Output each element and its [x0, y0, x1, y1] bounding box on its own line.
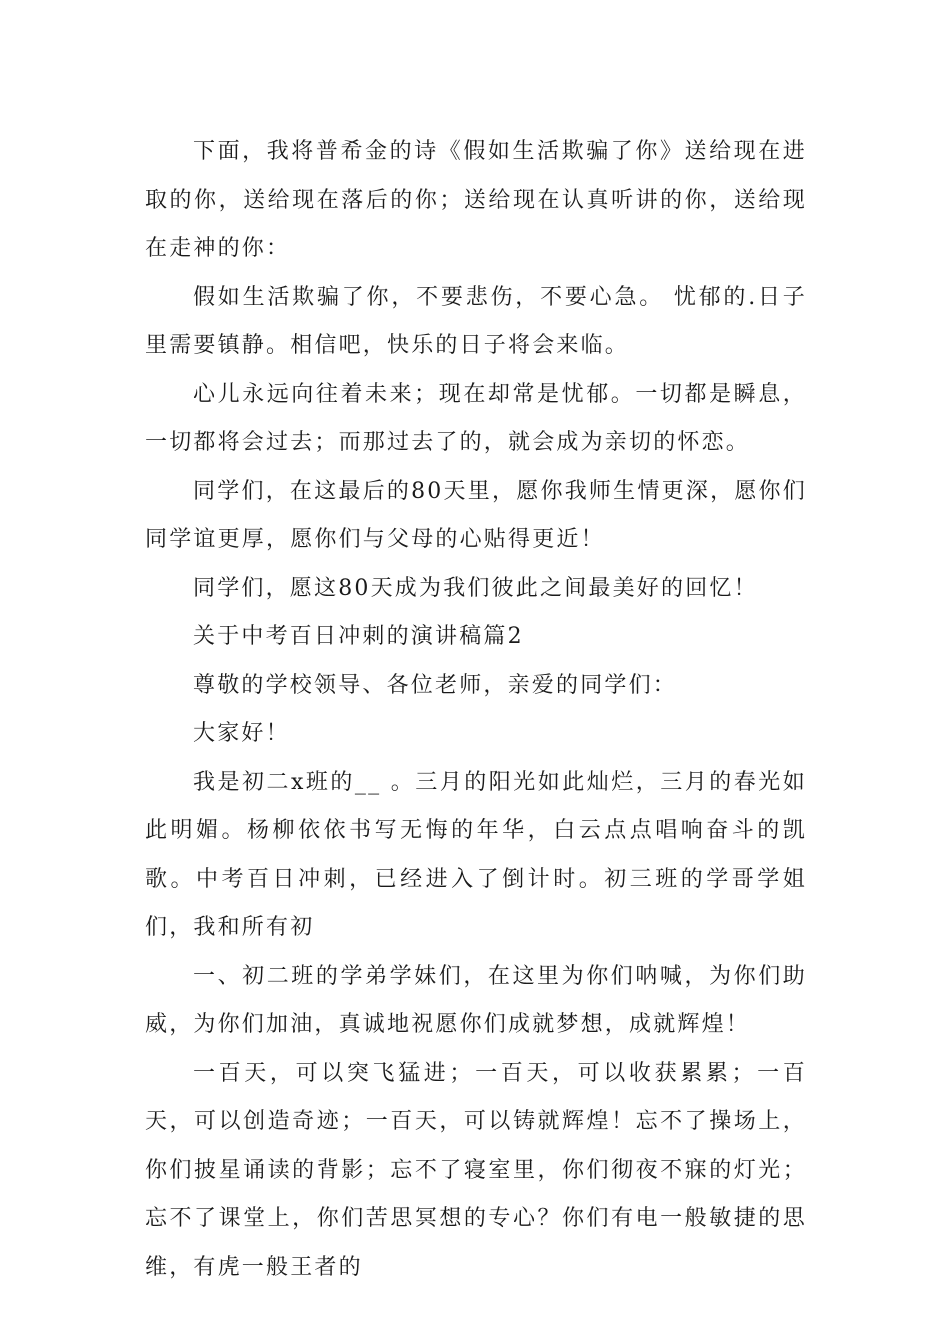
- paragraph-poem-line-1: 假如生活欺骗了你，不要悲伤，不要心急。 忧郁的.日子里需要镇静。相信吧，快乐的日子将会来临。: [145, 284, 807, 358]
- paragraph-80-days-wish: 同学们，在这最后的80天里，愿你我师生情更深，愿你们同学谊更厚，愿你们与父母的心贴得更近！: [145, 478, 807, 552]
- paragraph-80-days-memory: 同学们，愿这80天成为我们彼此之间最美好的回忆！: [193, 575, 758, 601]
- paragraph-greeting: 大家好！: [193, 721, 290, 746]
- document-body: [145, 128, 807, 1292]
- paragraph-poem-line-2: 心儿永远向往着未来；现在却常是忧郁。一切都是瞬息，一切都将会过去；而那过去了的，就会成为亲切的怀恋。: [145, 381, 807, 455]
- paragraph-self-intro: 我是初二x班的__ 。三月的阳光如此灿烂，三月的春光如此明媚。杨柳依依书写无悔的年华，白云点点唱响奋斗的凯歌。中考百日冲刺，已经进入了倒计时。初三班的学哥学姐们，我和所有初: [145, 769, 807, 940]
- paragraph-salutation: 尊敬的学校领导、各位老师，亲爱的同学们：: [193, 672, 678, 698]
- section-heading: 关于中考百日冲刺的演讲稿篇2: [193, 624, 524, 649]
- paragraph-cheer: 一、初二班的学弟学妹们，在这里为你们呐喊，为你们助威，为你们加油，真诚地祝愿你们成就梦想，成就辉煌！: [145, 963, 807, 1037]
- paragraph-intro-poem: 下面，我将普希金的诗《假如生活欺骗了你》送给现在进取的你，送给现在落后的你；送给现在认真听讲的你，送给现在走神的你：: [145, 139, 807, 261]
- paragraph-hundred-days: 一百天，可以突飞猛进；一百天，可以收获累累；一百天，可以创造奇迹；一百天，可以铸就辉煌！忘不了操场上，你们披星诵读的背影；忘不了寝室里，你们彻夜不寐的灯光；忘不了课堂上，你们苦思冥想的专心？你们有电一般敏捷的思维，有虎一般王者的: [145, 1060, 807, 1280]
